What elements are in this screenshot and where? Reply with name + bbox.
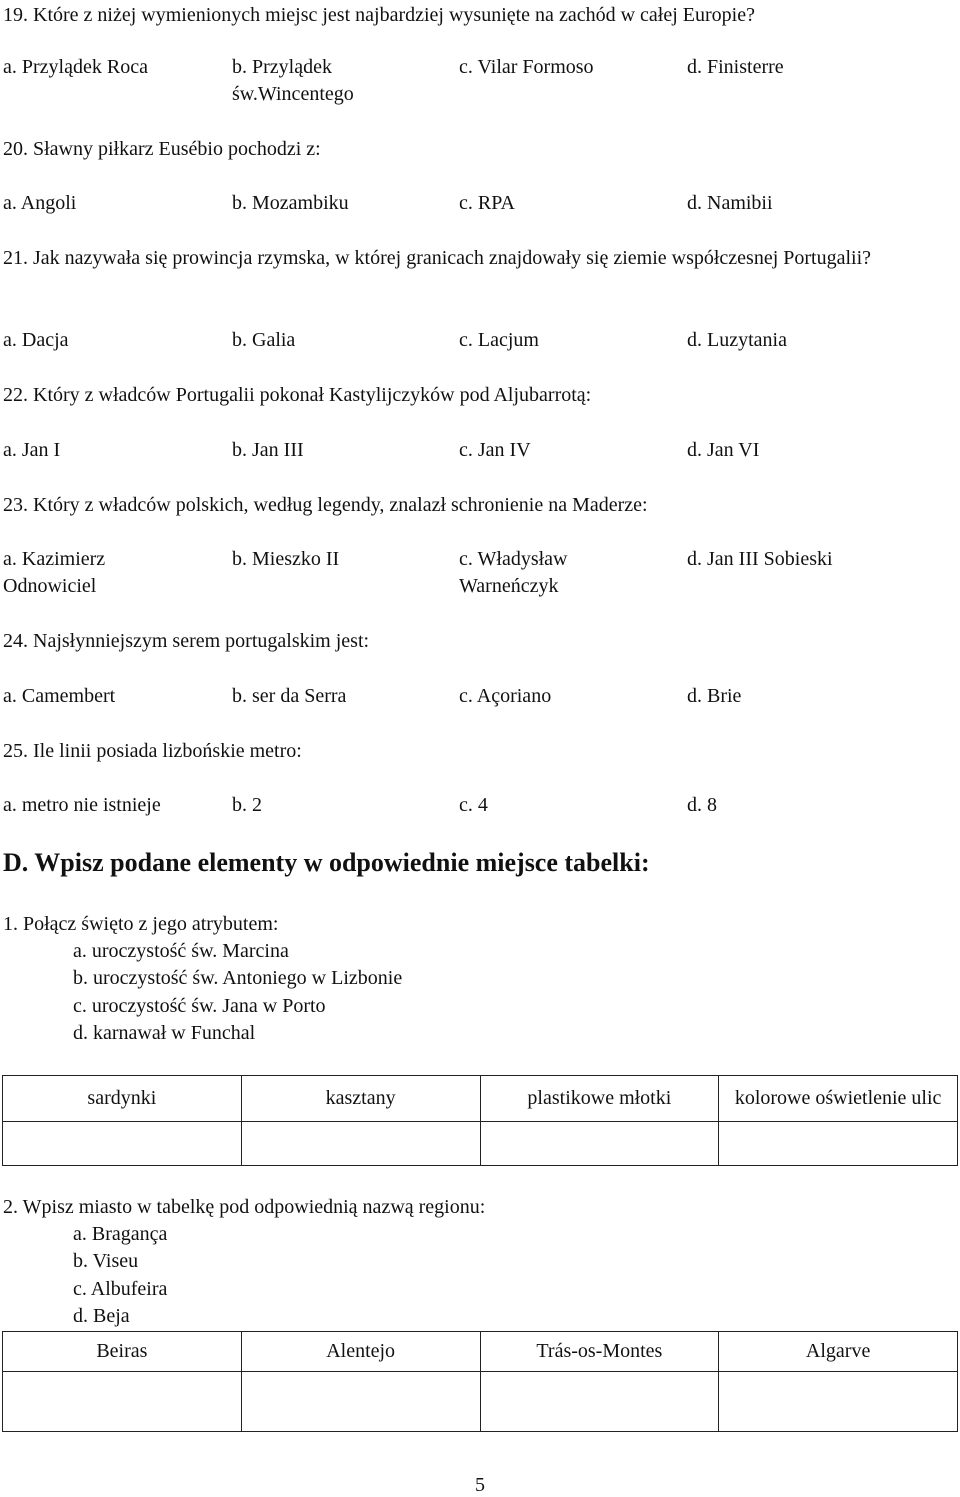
option-c: c. Władysław Warneńczyk [459,548,568,597]
option-b: b. Przylądek św.Wincentego [232,56,354,105]
answer-cell[interactable] [480,1372,719,1432]
option-c: c. Vilar Formoso [459,56,594,78]
option-b: b. Mozambiku [232,192,349,214]
question-23-options [3,546,953,600]
question-25: 25. Ile linii posiada lizbońskie metro: [3,740,302,762]
option-a: a. Camembert [3,685,116,707]
table-header-row [3,1076,958,1122]
question-24: 24. Najsłynniejszym serem portugalskim jest: [3,630,370,652]
option-a: a. Jan I [3,439,61,461]
option-d: d. Finisterre [687,56,784,78]
option-d: d. Brie [687,685,742,707]
table-answer-row [3,1372,958,1432]
table-header-cell: plastikowe młotki [480,1076,719,1122]
option-c: c. Açoriano [459,685,552,707]
option-d: d. Jan III Sobieski [687,548,833,570]
question-23: 23. Który z władców polskich, według legendy, znalazł schronienie na Maderze: [3,494,648,516]
question-21: 21. Jak nazywała się prowincja rzymska, w której granicach znajdowały się ziemie współczesnej Portugalii? [3,247,872,269]
question-21-options [3,327,953,381]
task-1-title: 1. Połącz święto z jego atrybutem: [3,913,279,935]
list-item: a. Bragança [73,1223,168,1245]
section-d-heading: D. Wpisz podane elementy w odpowiednie miejsce tabelki: [3,848,650,877]
table-header-cell: kasztany [241,1076,480,1122]
page-number: 5 [475,1474,485,1496]
option-d: d. 8 [687,794,717,816]
question-20: 20. Sławny piłkarz Eusébio pochodzi z: [3,138,321,160]
task-2-title: 2. Wpisz miasto w tabelkę pod odpowiednią nazwą regionu: [3,1196,486,1218]
option-b: b. Mieszko II [232,548,340,570]
table-answer-row [3,1122,958,1166]
question-22: 22. Który z władców Portugalii pokonał Kastylijczyków pod Aljubarrotą: [3,384,592,406]
question-19-options [3,54,953,108]
table-header-cell: kolorowe oświetlenie ulic [719,1076,958,1122]
answer-cell[interactable] [719,1122,958,1166]
list-item: d. karnawał w Funchal [73,1022,256,1045]
option-a: a. Przylądek Roca [3,56,148,78]
question-25-options [3,792,953,846]
task-1-table [2,1075,958,1166]
question-19: 19. Które z niżej wymienionych miejsc jest najbardziej wysunięte na zachód w całej Europie? [3,4,755,26]
list-item: a. uroczystość św. Marcina [73,940,289,962]
list-item: b. uroczystość św. Antoniego w Lizbonie [73,967,403,990]
answer-cell[interactable] [719,1372,958,1432]
question-22-options [3,437,953,491]
question-24-options [3,683,953,737]
list-item: b. Viseu [73,1250,139,1273]
option-a: a. Angoli [3,192,77,214]
list-item: c. uroczystość św. Jana w Porto [73,994,326,1017]
option-a: a. Dacja [3,329,69,351]
task-2-table [2,1331,958,1432]
answer-cell[interactable] [480,1122,719,1166]
option-c: c. Jan IV [459,439,531,461]
option-a: a. metro nie istnieje [3,794,161,816]
option-c: c. Lacjum [459,329,539,351]
question-20-options [3,190,953,244]
answer-cell[interactable] [3,1122,242,1166]
answer-cell[interactable] [241,1372,480,1432]
option-b: b. 2 [232,794,262,816]
option-b: b. ser da Serra [232,685,347,707]
answer-cell[interactable] [241,1122,480,1166]
table-header-cell: Algarve [719,1332,958,1372]
option-b: b. Galia [232,329,296,351]
table-header-row [3,1332,958,1372]
list-item: d. Beja [73,1305,130,1328]
table-header-cell: Alentejo [241,1332,480,1372]
option-a: a. Kazimierz Odnowiciel [3,548,106,597]
option-d: d. Luzytania [687,329,787,351]
table-header-cell: sardynki [3,1076,242,1122]
task-1-items [73,938,402,1048]
task-2-items [73,1221,167,1331]
option-c: c. RPA [459,192,515,214]
option-d: d. Namibii [687,192,773,214]
option-d: d. Jan VI [687,439,760,461]
table-header-cell: Beiras [3,1332,242,1372]
option-b: b. Jan III [232,439,304,461]
table-header-cell: Trás-os-Montes [480,1332,719,1372]
option-c: c. 4 [459,794,488,816]
answer-cell[interactable] [3,1372,242,1432]
list-item: c. Albufeira [73,1277,168,1300]
